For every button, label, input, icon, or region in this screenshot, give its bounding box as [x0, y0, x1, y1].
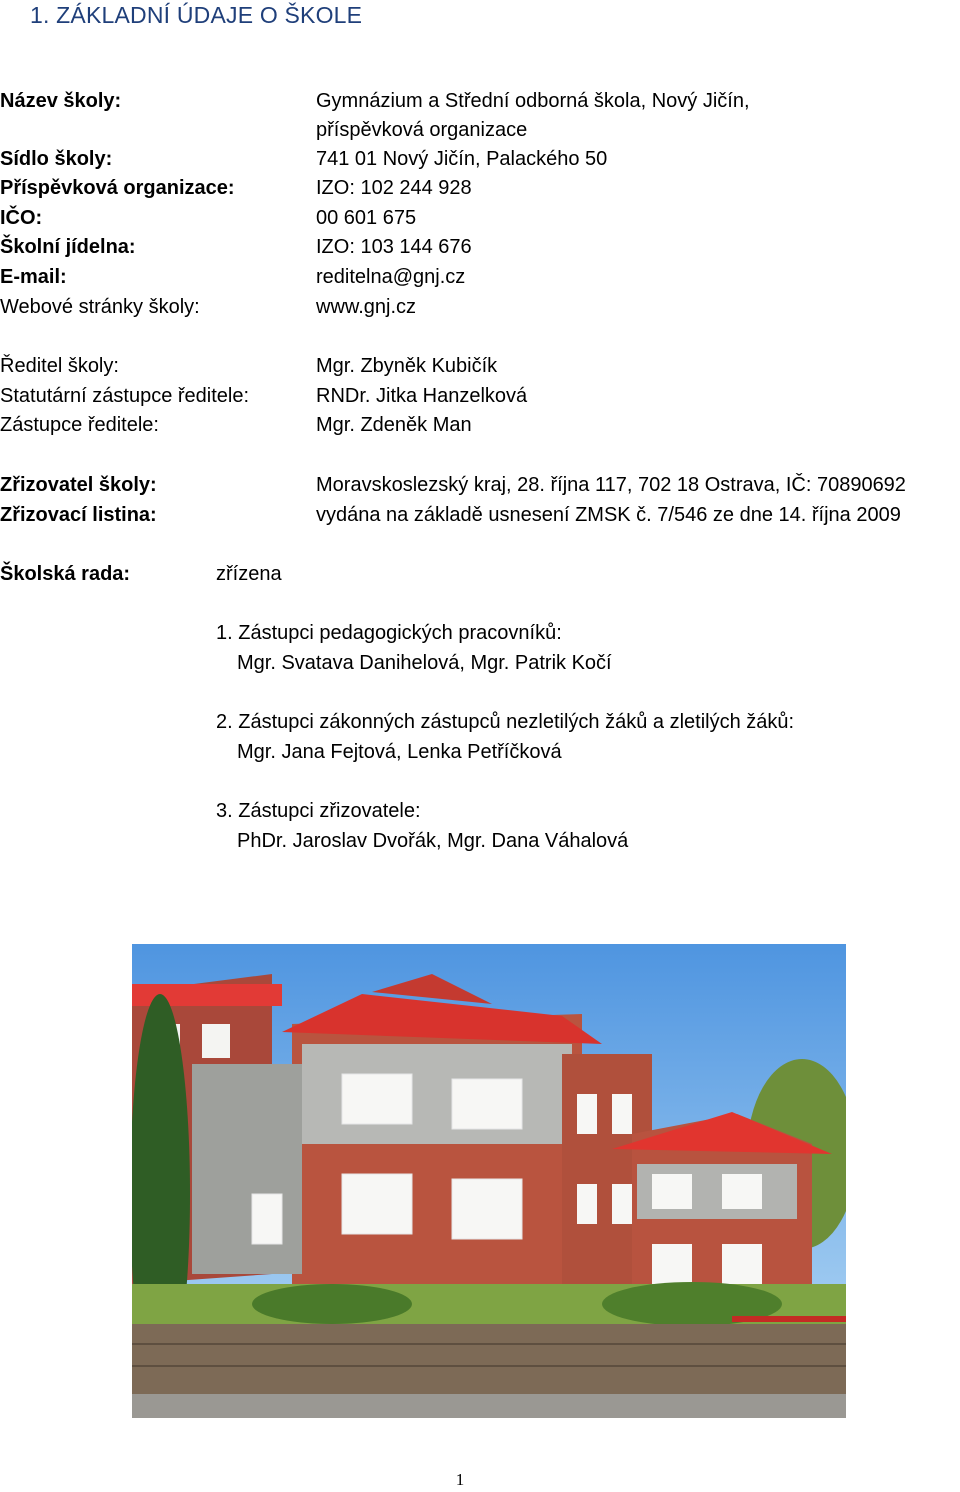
value-statutory-deputy: RNDr. Jitka Hanzelková [316, 385, 528, 407]
value-school-name-line1: Gymnázium a Střední odborná škola, Nový Jičín, [316, 90, 750, 112]
value-school-board: zřízena [216, 563, 282, 585]
label-website: Webové stránky školy: [0, 296, 200, 318]
school-building-photo [132, 944, 846, 1418]
label-school-name: Název školy: [0, 90, 122, 112]
value-school-name-line2: příspěvková organizace [316, 119, 528, 141]
page-number: 1 [455, 1470, 465, 1489]
board-group-3-members: PhDr. Jaroslav Dvořák, Mgr. Dana Váhalová [237, 830, 629, 852]
board-group-2-members: Mgr. Jana Fejtová, Lenka Petříčková [237, 741, 562, 763]
label-principal: Ředitel školy: [0, 355, 119, 377]
value-deputy: Mgr. Zdeněk Man [316, 414, 472, 436]
value-founding-deed: vydána na základě usnesení ZMSK č. 7/546 ze dne 14. října 2009 [316, 504, 901, 526]
label-canteen: Školní jídelna: [0, 236, 136, 258]
board-group-2-title: 2. Zástupci zákonných zástupců nezletilých žáků a zletilých žáků: [216, 711, 795, 733]
label-founder: Zřizovatel školy: [0, 474, 157, 496]
label-deputy: Zástupce ředitele: [0, 414, 159, 436]
section-heading: 1. ZÁKLADNÍ ÚDAJE O ŠKOLE [30, 2, 363, 28]
label-ico: IČO: [0, 207, 43, 229]
value-ico: 00 601 675 [316, 207, 417, 229]
label-address: Sídlo školy: [0, 148, 113, 170]
value-principal: Mgr. Zbyněk Kubičík [316, 355, 498, 377]
value-contributory-org: IZO: 102 244 928 [316, 177, 472, 199]
label-school-board: Školská rada: [0, 563, 131, 585]
board-group-3-title: 3. Zástupci zřizovatele: [216, 800, 421, 822]
value-canteen: IZO: 103 144 676 [316, 236, 472, 258]
label-founding-deed: Zřizovací listina: [0, 504, 157, 526]
value-founder: Moravskoslezský kraj, 28. října 117, 702 18 Ostrava, IČ: 70890692 [316, 474, 906, 496]
value-email: reditelna@gnj.cz [316, 266, 466, 288]
value-website: www.gnj.cz [316, 296, 417, 318]
label-statutory-deputy: Statutární zástupce ředitele: [0, 385, 250, 407]
label-contributory-org: Příspěvková organizace: [0, 177, 235, 199]
label-email: E-mail: [0, 266, 67, 288]
board-group-1-title: 1. Zástupci pedagogických pracovníků: [216, 622, 562, 644]
value-address: 741 01 Nový Jičín, Palackého 50 [316, 148, 608, 170]
board-group-1-members: Mgr. Svatava Danihelová, Mgr. Patrik Kočí [237, 652, 612, 674]
